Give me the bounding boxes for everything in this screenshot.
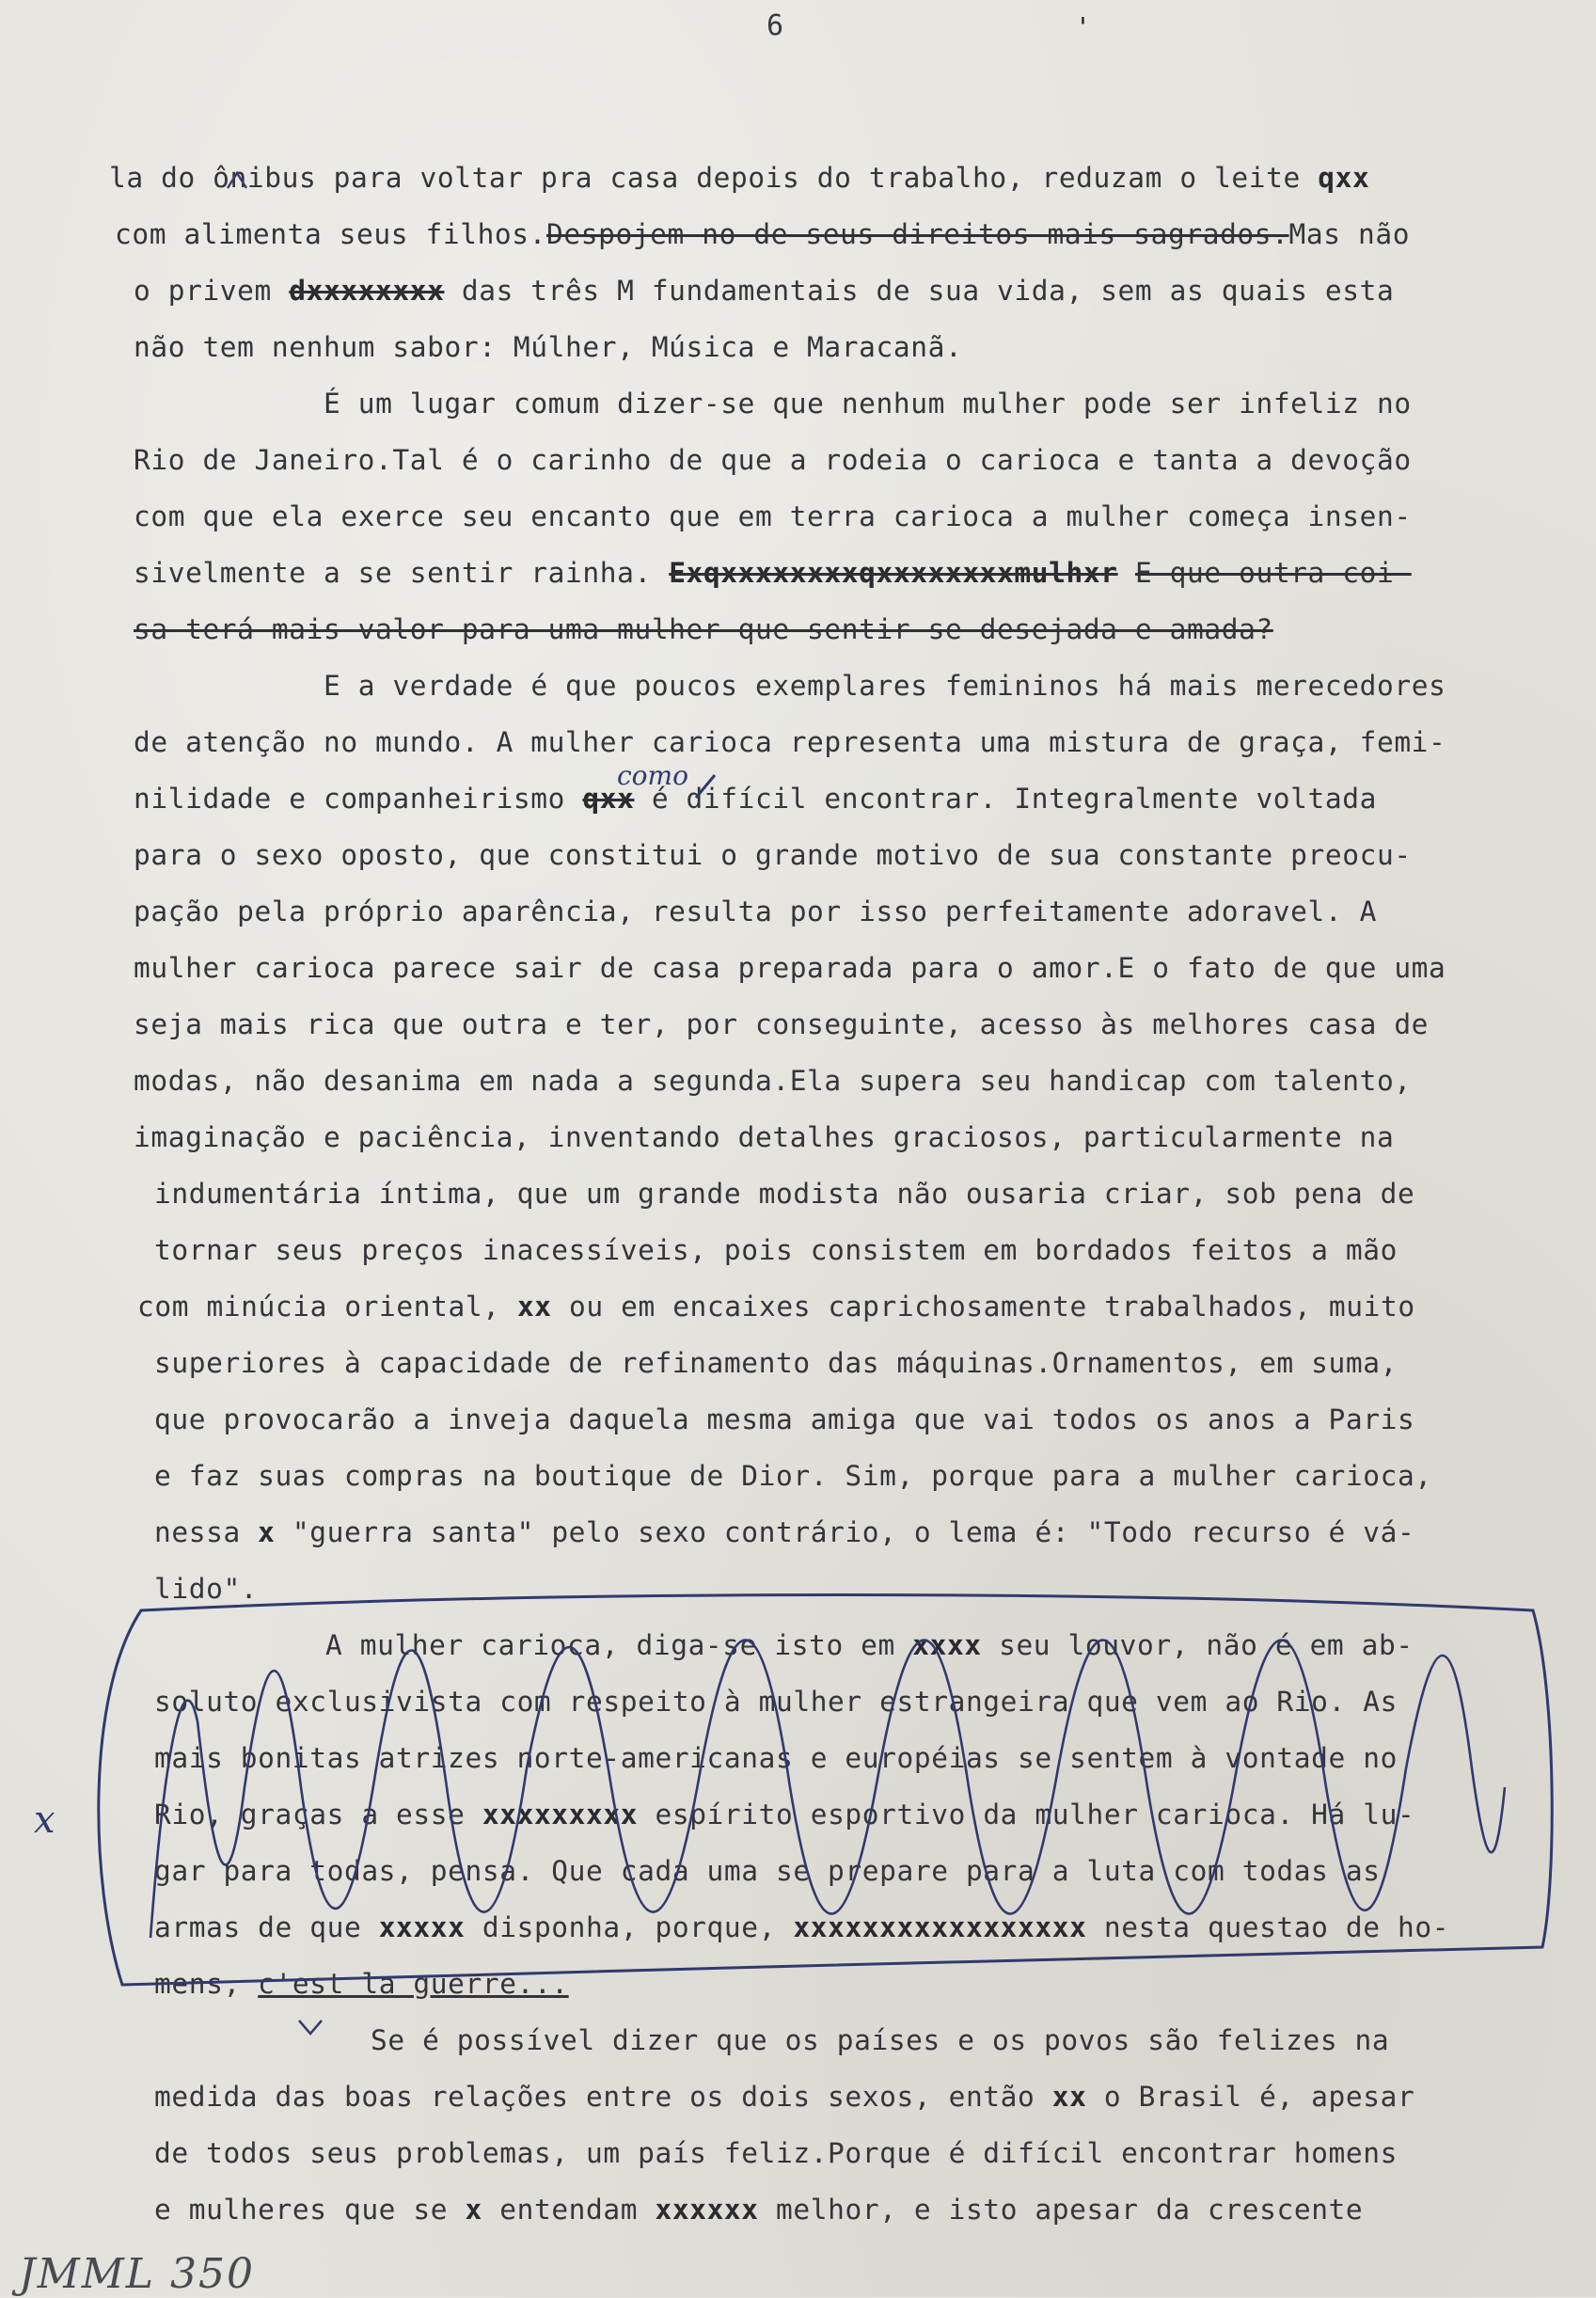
xed-out-text: xxxx — [912, 1629, 982, 1661]
text-line: com que ela exerce seu encanto que em terra carioca a mulher começa insen- — [134, 500, 1412, 532]
text-line: A mulher carioca, diga-se isto em xxxx seu louvor, não é em ab- — [325, 1629, 1414, 1661]
xed-out-text: Exqxxxxxxxxqxxxxxxxxmulhxr — [669, 557, 1118, 589]
caret-mark — [299, 2021, 322, 2034]
xed-out-text: xxxxxxxxxxxxxxxxx — [793, 1911, 1087, 1943]
text-line: tornar seus preços inacessíveis, pois consistem em bordados feitos a mão — [154, 1234, 1398, 1266]
xed-out-text: qxx — [582, 783, 635, 815]
struck-text-line: sa terá mais valor para uma mulher que sentir-se desejada e amada? — [134, 613, 1273, 645]
struck-text: Despojem-no de seus direitos mais sagrados. — [546, 218, 1289, 250]
text-line: gar para todas, pensa. Que cada uma se prepare para a luta com todas as — [154, 1855, 1381, 1887]
xed-out-text: xxxxxxxxx — [482, 1799, 639, 1830]
text-line: imaginação e paciência, inventando detalhes graciosos, particularmente na — [134, 1121, 1395, 1153]
text-line: E a verdade é que poucos exemplares femininos há mais merecedores — [324, 670, 1446, 702]
text-line: nessa x "guerra santa" pelo sexo contrário, o lema é: "Todo recurso é vá- — [154, 1516, 1415, 1548]
handwritten-insertion: como — [617, 760, 688, 791]
text-line: É um lugar comum dizer-se que nenhum mulher pode ser infeliz no — [324, 388, 1412, 420]
text-line: de todos seus problemas, um país feliz.Porque é difícil encontrar homens — [154, 2137, 1398, 2169]
xed-out-text: x — [258, 1516, 276, 1548]
text-line: o privem dxxxxxxxx das três M fundamentais de sua vida, sem as quais esta — [134, 275, 1395, 307]
underlined-text: c'est la guerre... — [258, 1968, 569, 2000]
text-line: e faz suas compras na boutique de Dior. Sim, porque para a mulher carioca, — [154, 1460, 1432, 1492]
text-line: mens, c'est la guerre... — [154, 1968, 569, 2000]
text-line: Se é possível dizer que os países e os povos são felizes na — [371, 2024, 1390, 2056]
text-line: sivelmente a se sentir rainha. Exqxxxxxxxxqxxxxxxxxmulhxr E que outra coi- — [134, 557, 1412, 589]
text-line: que provocarão a inveja daquela mesma amiga que vai todos os anos a Paris — [154, 1403, 1415, 1435]
margin-x-mark: x — [34, 1799, 55, 1842]
text-line: armas de que xxxxx disponha, porque, xxxxxxxxxxxxxxxxx nesta questao de ho- — [154, 1911, 1450, 1943]
struck-text: E que outra coi- — [1134, 557, 1412, 589]
text-line: com minúcia oriental, xx ou em encaixes caprichosamente trabalhados, muito — [137, 1291, 1415, 1323]
xed-out-text: xx — [1051, 2081, 1087, 2113]
archive-reference: JMML 350 — [19, 2250, 255, 2298]
text-line: la do ônibus para voltar pra casa depois do trabalho, reduzam o leite qxx — [109, 162, 1370, 194]
text-line: Rio de Janeiro.Tal é o carinho de que a rodeia o carioca e tanta a devoção — [134, 444, 1412, 476]
text-line: lido". — [154, 1573, 259, 1605]
text-line: pação pela próprio aparência, resulta por isso perfeitamente adoravel. A — [134, 895, 1377, 927]
page-number: 6 — [766, 9, 784, 42]
text-line: nilidade e companheirismo qxx é difícil encontrar. Integralmente voltada — [134, 783, 1377, 815]
xed-out-text: qxx — [1318, 162, 1370, 194]
text-line: não tem nenhum sabor: Múlher, Música e Maracanã. — [134, 331, 963, 363]
text-line: medida das boas relações entre os dois sexos, então xx o Brasil é, apesar — [154, 2081, 1415, 2113]
text-line: seja mais rica que outra e ter, por conseguinte, acesso às melhores casa de — [134, 1008, 1430, 1040]
text-line: para o sexo oposto, que constitui o grande motivo de sua constante preocu- — [134, 839, 1412, 871]
text-line: mais bonitas atrizes norte-americanas e européias se sentem à vontade no — [154, 1742, 1398, 1774]
text-line: com alimenta seus filhos.Despojem-no de seus direitos mais sagrados.Mas não — [115, 218, 1411, 250]
text-line: superiores à capacidade de refinamento das máquinas.Ornamentos, em suma, — [154, 1347, 1398, 1379]
text-line: modas, não desanima em nada a segunda.Ela supera seu handicap com talento, — [134, 1065, 1412, 1097]
text-line: soluto exclusivista com respeito à mulher estrangeira que vem ao Rio. As — [154, 1686, 1398, 1718]
text-line: Rio, graças a esse xxxxxxxxx espírito esportivo da mulher carioca. Há lu- — [154, 1799, 1415, 1830]
xed-out-text: xx — [516, 1291, 552, 1323]
crossout-scribble — [150, 1640, 1505, 1938]
text-line: de atenção no mundo. A mulher carioca representa uma mistura de graça, femi- — [134, 726, 1446, 758]
xed-out-text: x — [465, 2194, 482, 2226]
xed-out-text: xxxxxx — [655, 2194, 759, 2226]
text-line: indumentária íntima, que um grande modista não ousaria criar, sob pena de — [154, 1178, 1415, 1210]
xed-out-text: dxxxxxxxx — [289, 275, 445, 307]
xed-out-text: xxxxx — [378, 1911, 466, 1943]
text-line: e mulheres que se x entendam xxxxxx melhor, e isto apesar da crescente — [154, 2194, 1364, 2226]
corner-mark: ' — [1075, 11, 1091, 42]
text-line: mulher carioca parece sair de casa preparada para o amor.E o fato de que uma — [134, 952, 1446, 984]
